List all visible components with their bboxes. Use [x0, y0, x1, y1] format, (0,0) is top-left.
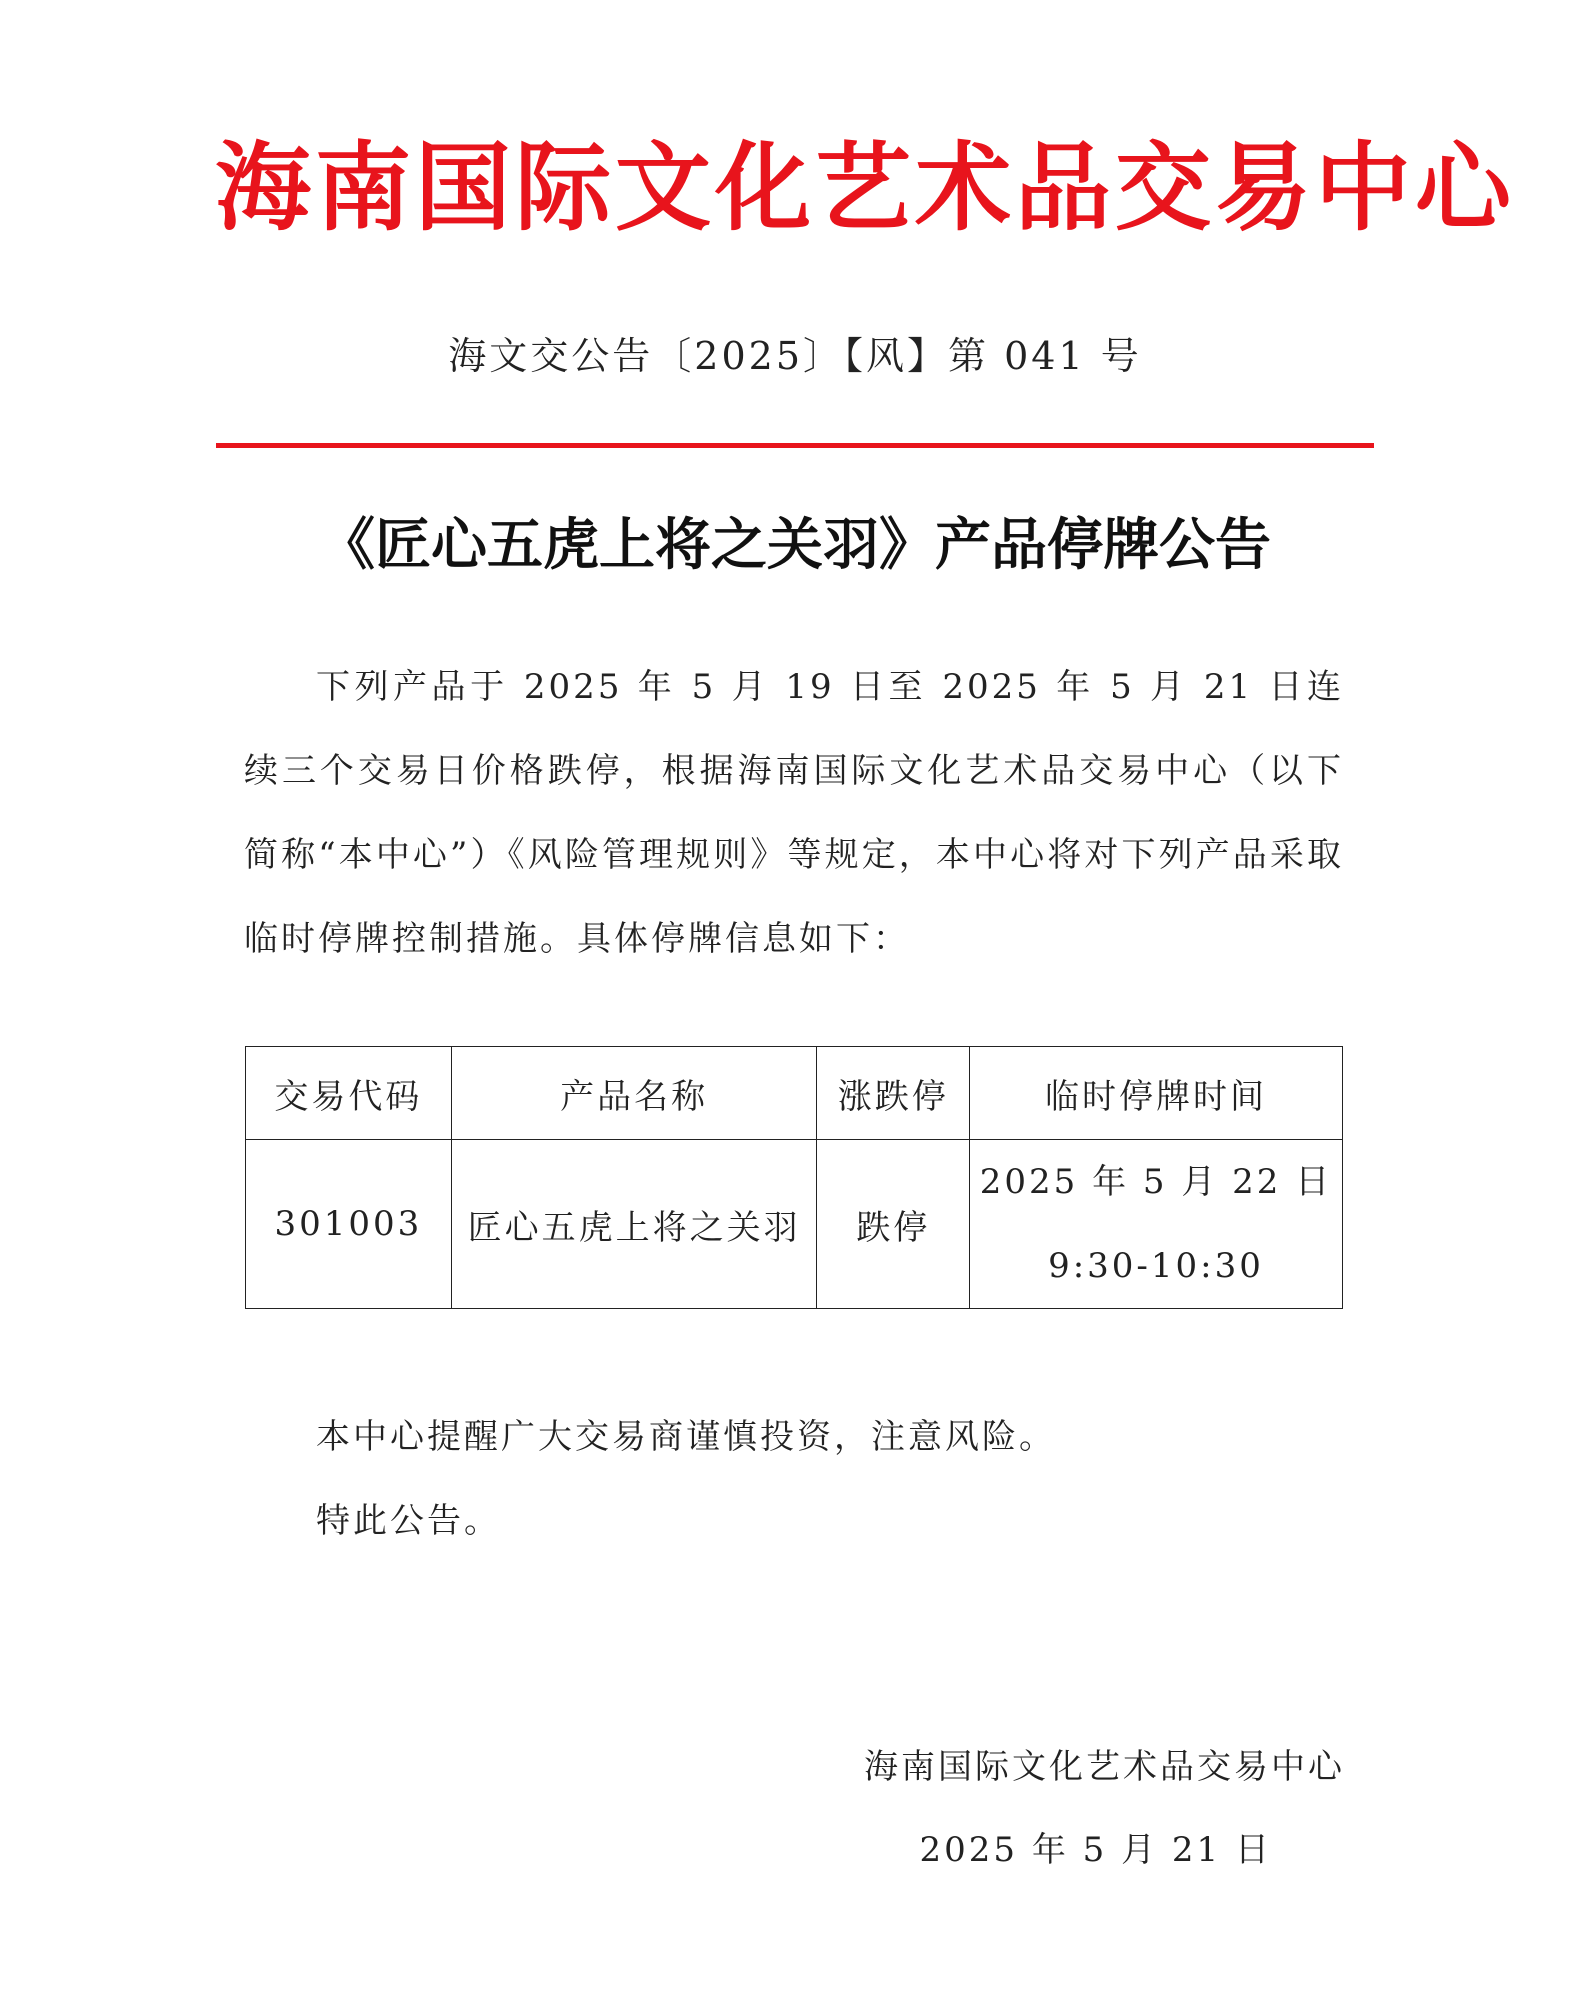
risk-reminder: 本中心提醒广大交易商谨慎投资，注意风险。 [316, 1417, 1056, 1457]
header-trade-code: 交易代码 [246, 1047, 452, 1140]
signature-date: 2025 年 5 月 21 日 [919, 1830, 1272, 1870]
cell-suspension-time [970, 1140, 1343, 1309]
table-header-row [246, 1047, 1343, 1140]
header-price-limit: 涨跌停 [817, 1047, 970, 1140]
header-divider [216, 443, 1374, 448]
document-title: 《匠心五虎上将之关羽》产品停牌公告 [319, 512, 1271, 578]
suspension-table [245, 1046, 1343, 1309]
suspension-time-range: 9:30-10:30 [1048, 1246, 1264, 1286]
body-paragraph: 下列产品于 2025 年 5 月 19 日至 2025 年 5 月 21 日连续三个交易日价格跌停，根据海南国际文化艺术品交易中心（以下简称“本中心”）《风险管理规则》等规定，本中心将对下列产品采取临时停牌控制措施。具体停牌信息如下： [244, 667, 1344, 959]
document-number: 海文交公告〔2025〕【风】第 041 号 [448, 334, 1142, 378]
header-suspension-time: 临时停牌时间 [970, 1047, 1343, 1140]
header-product-name: 产品名称 [451, 1047, 817, 1140]
signature-organization: 海南国际文化艺术品交易中心 [864, 1747, 1345, 1787]
suspension-date: 2025 年 5 月 22 日 [979, 1162, 1333, 1202]
cell-trade-code: 301003 [246, 1140, 452, 1309]
table-row [246, 1140, 1343, 1309]
organization-header: 海南国际文化艺术品交易中心 [215, 131, 1515, 244]
closing-section [244, 1395, 1344, 1563]
cell-price-limit: 跌停 [817, 1140, 970, 1309]
notice-statement: 特此公告。 [316, 1501, 501, 1541]
cell-product-name: 匠心五虎上将之关羽 [451, 1140, 817, 1309]
